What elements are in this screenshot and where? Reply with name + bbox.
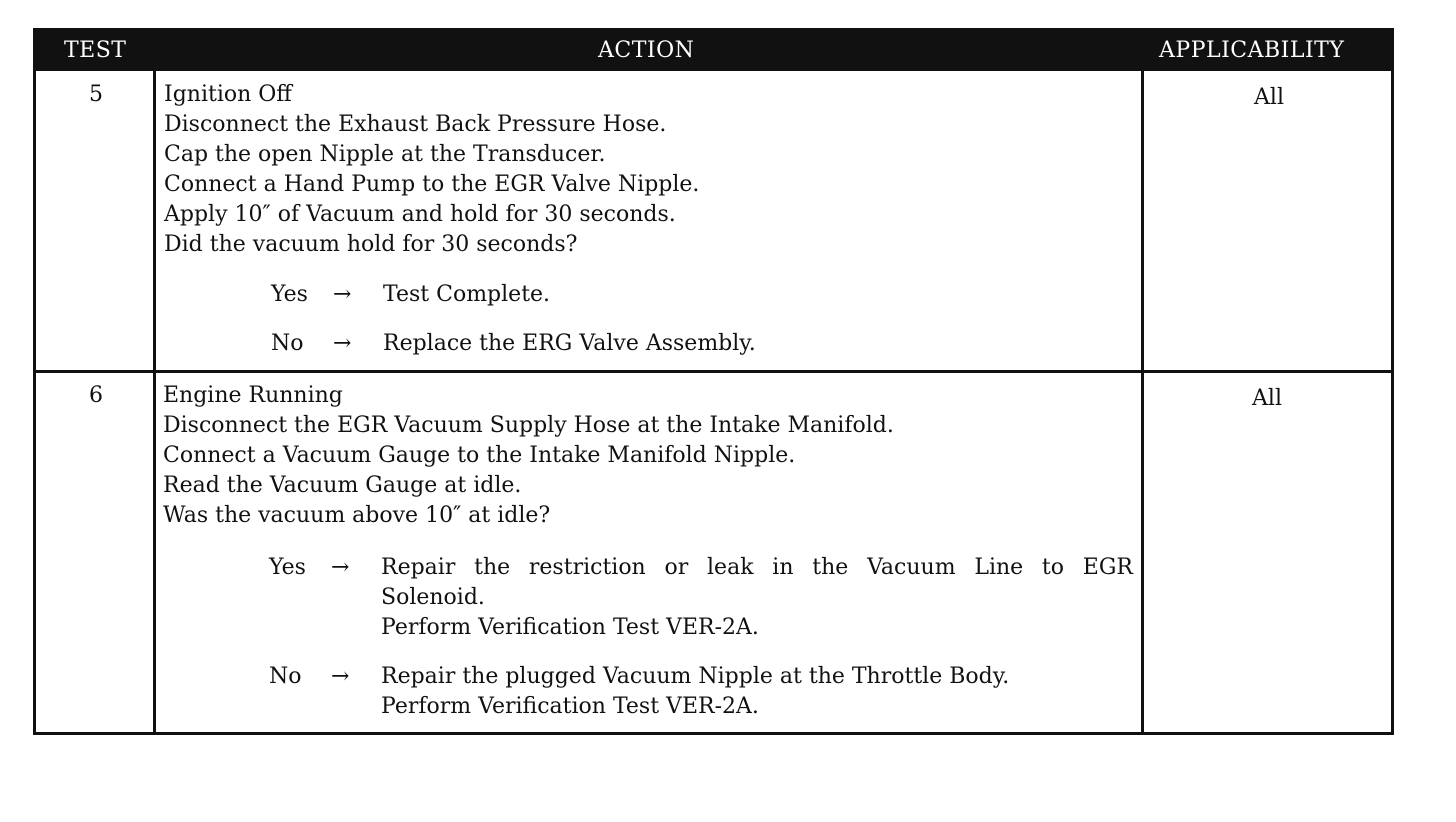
applicability-value: All [1252, 386, 1282, 411]
table-header [36, 31, 1391, 71]
action-line: Was the vacuum above 10″ at idle? [163, 503, 551, 528]
action-line: Did the vacuum hold for 30 seconds? [164, 232, 578, 257]
yes-result [381, 553, 1133, 643]
no-result-line: Repair the plugged Vacuum Nipple at the Throttle Body. [381, 664, 1010, 689]
no-label: No [269, 664, 302, 689]
action-line: Cap the open Nipple at the Transducer. [164, 142, 606, 167]
action-line: Connect a Vacuum Gauge to the Intake Manifold Nipple. [163, 443, 796, 468]
test-number: 5 [89, 82, 103, 107]
action-steps [163, 381, 894, 531]
diagnostic-test-table [33, 28, 1394, 735]
arrow-icon: → [331, 664, 350, 689]
header-applicability: APPLICABILITY [1159, 38, 1345, 63]
action-line: Connect a Hand Pump to the EGR Valve Nipple. [164, 172, 700, 197]
action-line: Disconnect the Exhaust Back Pressure Hose. [164, 112, 667, 137]
test-number: 6 [89, 383, 103, 408]
arrow-icon: → [333, 331, 352, 356]
header-test: TEST [64, 38, 127, 63]
yes-label: Yes [269, 555, 306, 580]
action-line: Read the Vacuum Gauge at idle. [163, 473, 522, 498]
applicability-value: All [1254, 85, 1284, 110]
action-line: Engine Running [163, 383, 343, 408]
no-result-line: Perform Verification Test VER-2A. [381, 694, 759, 719]
no-label: No [271, 331, 304, 356]
action-steps [164, 80, 699, 260]
row-divider [36, 370, 1391, 373]
action-line: Disconnect the EGR Vacuum Supply Hose at the Intake Manifold. [163, 413, 894, 438]
arrow-icon: → [333, 282, 352, 307]
no-result: Replace the ERG Valve Assembly. [383, 331, 756, 356]
no-result [381, 662, 1009, 722]
yes-result-line: Perform Verification Test VER-2A. [381, 615, 759, 640]
yes-label: Yes [271, 282, 308, 307]
action-line: Ignition Off [164, 82, 292, 107]
yes-result: Test Complete. [383, 282, 551, 307]
arrow-icon: → [331, 555, 350, 580]
yes-result-line: Repair the restriction or leak in the Vacuum Line to EGR Solenoid. [381, 555, 1133, 610]
action-line: Apply 10″ of Vacuum and hold for 30 seconds. [164, 202, 676, 227]
header-action: ACTION [598, 38, 695, 63]
